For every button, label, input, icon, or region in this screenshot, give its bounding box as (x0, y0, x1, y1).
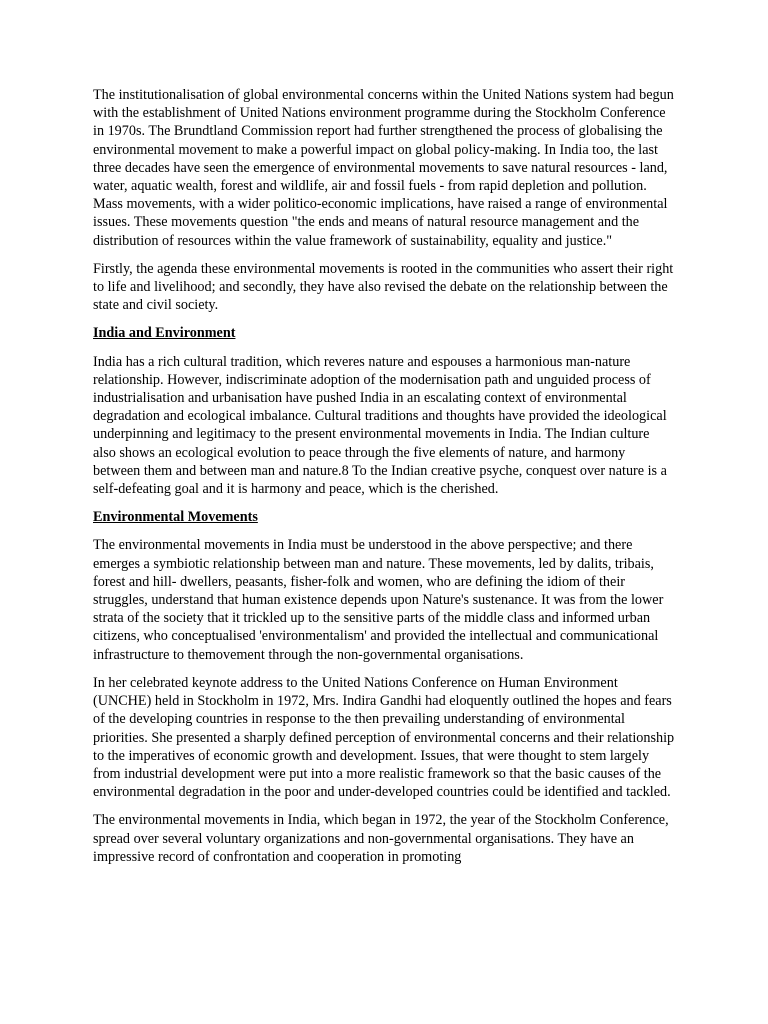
paragraph-movements-began: The environmental movements in India, which began in 1972, the year of the Stockholm Conference, spread over several voluntary organizations and non-governmental organisations. They have an impressive record of confrontation and cooperation in promoting (93, 812, 669, 865)
document-page (93, 86, 675, 876)
heading-environmental-movements: Environmental Movements (93, 509, 258, 526)
paragraph-institutionalisation: The institutionalisation of global environmental concerns within the United Nations system had begun with the establishment of United Nations environment programme during the Stockholm Conference in 1970s. The Brundtland Commission report had further strengthened the process of globalising the environmental movement to make a powerful impact on global policy-making. In India too, the last three decades have seen the emergence of environmental movements to save natural resources - land, water, aquatic wealth, forest and wildlife, air and fossil fuels - from rapid depletion and pollution. Mass movements, with a wider politico-economic implications, have raised a range of environmental issues. These movements question "the ends and means of natural resource management and the distribution of resources within the value framework of sustainability, equality and justice." (93, 87, 674, 249)
paragraph-agenda: Firstly, the agenda these environmental movements is rooted in the communities who assert their right to life and livelihood; and secondly, they have also revised the debate on the relationship between the state and civil society. (93, 260, 674, 314)
paragraph-keynote-address: In her celebrated keynote address to the United Nations Conference on Human Environment (UNCHE) held in Stockholm in 1972, Mrs. Indira Gandhi had eloquently outlined the hopes and fears of the developing countries in response to the then prevailing understanding of environmental priorities. She presented a sharply defined perception of environmental concerns and their relationship to the imperatives of economic growth and development. Issues, that were thought to stem largely from industrial development were put into a more realistic framework so that the basic causes of the environmental degradation in the poor and under-developed countries could be identified and tackled. (93, 674, 675, 801)
paragraph-perspective: The environmental movements in India must be understood in the above perspective; and there emerges a symbiotic relationship between man and nature. These movements, led by dalits, tribais, forest and hill- dwellers, peasants, fisher-folk and women, who are defining the idiom of their struggles, understand that human existence depends upon Nature's sustenance. It was from the lower strata of the society that it trickled up to the sensitive parts of the middle class and informed urban citizens, who conceptualised 'environmentalism' and provided the intellectual and communicational infrastructure to themovement through the non-governmental organisations. (93, 537, 664, 663)
paragraph-cultural-tradition: India has a rich cultural tradition, which reveres nature and espouses a harmonious man-nature relationship. However, indiscriminate adoption of the modernisation path and unguided process of industrialisation and urbanisation have pushed India in an escalating context of environmental degradation and ecological imbalance. Cultural traditions and thoughts have provided the ideological underpinning and legitimacy to the present environmental movements in India. The Indian culture also shows an ecological evolution to peace through the five elements of nature, and harmony between them and between man and nature.8 To the Indian creative psyche, conquest over nature is a self-defeating goal and it is harmony and peace, which is the cherished. (93, 353, 667, 498)
heading-india-and-environment: India and Environment (93, 325, 236, 342)
